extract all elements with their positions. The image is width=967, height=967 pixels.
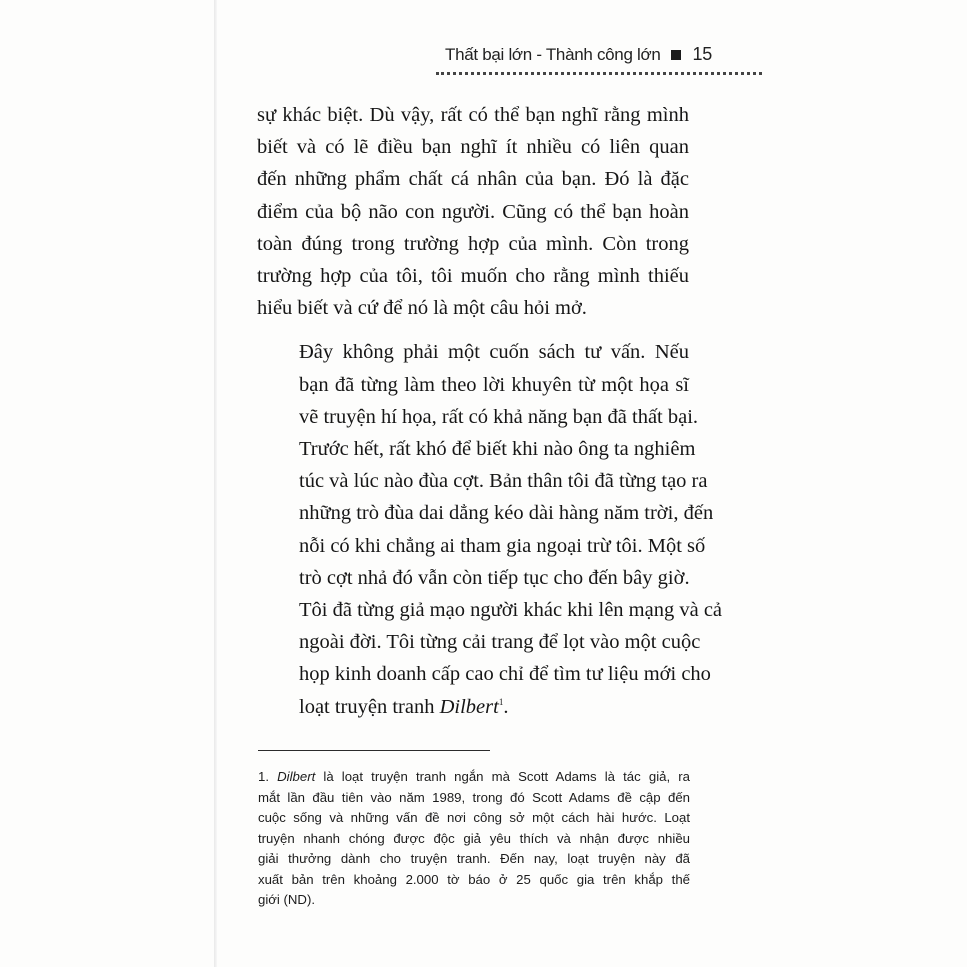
text-line: toàn đúng trong trường hợp của mình. Còn trong [257,232,689,255]
text-line: Đây không phải một cuốn sách tư vấn. Nếu [299,341,689,364]
footnote-line: cuộc sống và những vấn đề nơi công sở một cách hài hước. Loạt [258,810,690,825]
text-fragment: là loạt truyện tranh ngắn mà Scott Adams là tác giả, ra [315,769,690,784]
body-text [257,99,723,723]
running-header [445,44,765,70]
header-dotted-rule [436,72,762,75]
footnote-line: giới (ND). [258,892,315,907]
footnote [258,767,690,911]
text-line: những trò đùa dai dẳng kéo dài hàng năm trời, đến [299,502,714,525]
footnote-rule [258,750,490,751]
footnote-number: 1. [258,769,278,784]
text-fragment: loạt truyện tranh [299,695,440,718]
footnote-line: giải thưởng dành cho truyện tranh. Đến nay, loạt truyện này đã [258,851,690,866]
text-line: Tôi đã từng giả mạo người khác khi lên mạng và cả [299,599,723,622]
comic-title: Dilbert [439,695,499,718]
text-line: trò cợt nhả đó vẫn còn tiếp tục cho đến bây giờ. [299,566,690,589]
text-line: bạn đã từng làm theo lời khuyên từ một họa sĩ [299,373,689,396]
page-edge-shadow [214,0,217,967]
text-line: họp kinh doanh cấp cao chỉ để tìm tư liệu mới cho [299,663,711,686]
book-title: Thất bại lớn - Thành công lớn [445,45,661,64]
text-line: ngoài đời. Tôi từng cải trang để lọt vào một cuộc [299,631,701,654]
text-line: sự khác biệt. Dù vậy, rất có thể bạn nghĩ rằng mình [257,104,689,126]
paragraph-2 [257,336,723,722]
text-line: biết và có lẽ điều bạn nghĩ ít nhiều có liên quan [257,136,689,159]
page-number: 15 [692,44,712,64]
paragraph-1 [257,99,689,324]
text-line: Trước hết, rất khó để biết khi nào ông ta nghiêm [299,438,696,461]
footnote-line: truyện nhanh chóng được độc giả yêu thích và nhận được nhiều [258,830,690,846]
text-line: vẽ truyện hí họa, rất có khả năng bạn đã thất bại. [299,405,699,428]
footnote-line [258,767,690,788]
footnote-line: xuất bản trên khoảng 2.000 tờ báo ở 25 quốc gia trên khắp thế [258,871,690,887]
footnote-line: mắt lần đầu tiên vào năm 1989, trong đó Scott Adams đề cập đến [258,789,690,805]
text-line: đến những phẩm chất cá nhân của bạn. Đó là đặc [257,168,689,191]
footnote-reference: 1 [498,696,504,707]
text-line: hiểu biết và cứ để nó là một câu hỏi mở. [257,297,587,320]
text-fragment: . [503,695,509,718]
footnote-title: Dilbert [277,769,316,784]
text-line: túc và lúc nào đùa cợt. Bản thân tôi đã từng tạo ra [299,470,708,493]
text-line [257,691,689,723]
text-line: trường hợp của tôi, tôi muốn cho rằng mình thiếu [257,265,689,288]
text-line: nỗi có khi chẳng ai tham gia ngoại trừ tôi. Một số [299,534,706,557]
header-separator-square [671,50,681,60]
text-line: điểm của bộ não con người. Cũng có thể bạn hoàn [257,200,689,223]
